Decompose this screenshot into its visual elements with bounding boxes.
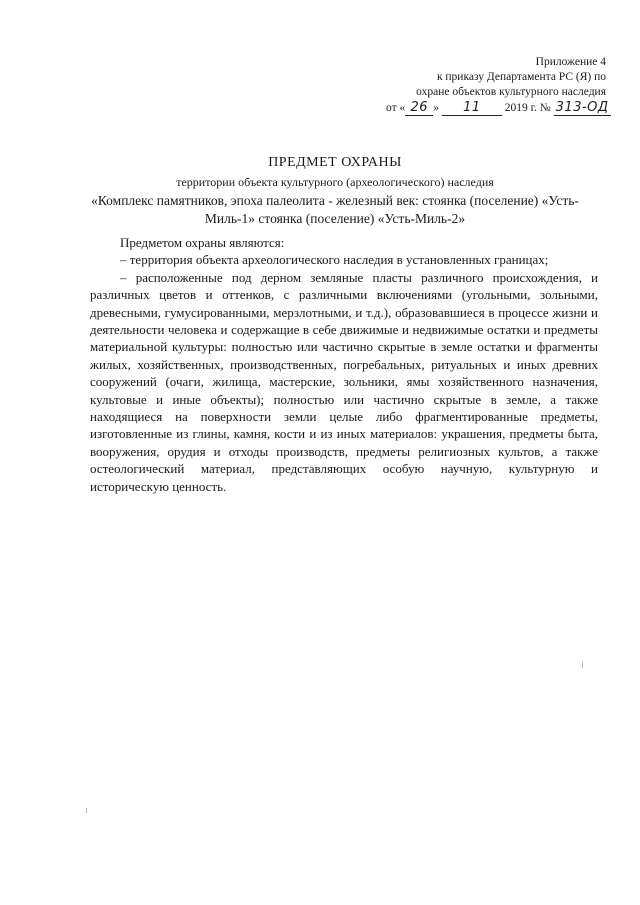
date-month: 11 (442, 100, 502, 116)
appendix-date-line (386, 100, 609, 116)
appendix-order-ref: к приказу Департамента РС (Я) по (436, 71, 606, 83)
heading-block (80, 154, 590, 228)
body-text (90, 234, 598, 495)
appendix-number: Приложение 4 (535, 56, 606, 68)
scan-mark (582, 662, 583, 668)
page-title: ПРЕДМЕТ ОХРАНЫ (268, 155, 402, 170)
appendix-block (386, 55, 609, 116)
object-name: «Комплекс памятников, эпоха палеолита - железный век: стоянка (поселение) «Усть-Миль-1» стоянка (поселение) «Усть-Миль-2» (91, 193, 579, 226)
protection-item: – расположенные под дерном земляные пласты различного происхождения, и различных цветов и оттенков, с различными включениями (угольными, зольными, древесными, гумусированными, мерзлотными, и т.д.), образовавшиеся в процессе жизни и деятельности человека и содержащие в себе движимые и недвижимые остатки и предметы материальной культуры: полностью или частично скрытые в земле остатки и фрагменты жилых, хозяйственных, производственных, погребальных, ритуальных и иных древних сооружений (очаги, жилища, мастерские, зольники, ямы хозяйственного назначения, культовые и иные объекты); полностью или частично скрытые в земле, а также находящиеся на поверхности земли целые либо фрагментированные предметы, изготовленные из глины, камня, кости и из иных материалов: украшения, предметы быта, вооружения, орудия и отходы производств, предметы религиозных культов, а также остеологический материал, представляющих особую научную, культурную и историческую ценность. (90, 269, 598, 494)
intro-line: Предметом охраны являются: (120, 235, 285, 250)
protection-item: – территория объекта археологического наследия в установленных границах; (120, 252, 549, 268)
date-mid: » (433, 102, 439, 114)
scan-mark (86, 808, 87, 813)
date-day: 26 (405, 100, 433, 116)
order-number: 313-ОД (555, 100, 609, 115)
appendix-department: охране объектов культурного наследия (416, 86, 606, 98)
date-year: 2019 г. № (504, 102, 551, 114)
date-prefix: от « (386, 102, 406, 114)
page-subtitle: территории объекта культурного (археологического) наследия (176, 175, 494, 189)
